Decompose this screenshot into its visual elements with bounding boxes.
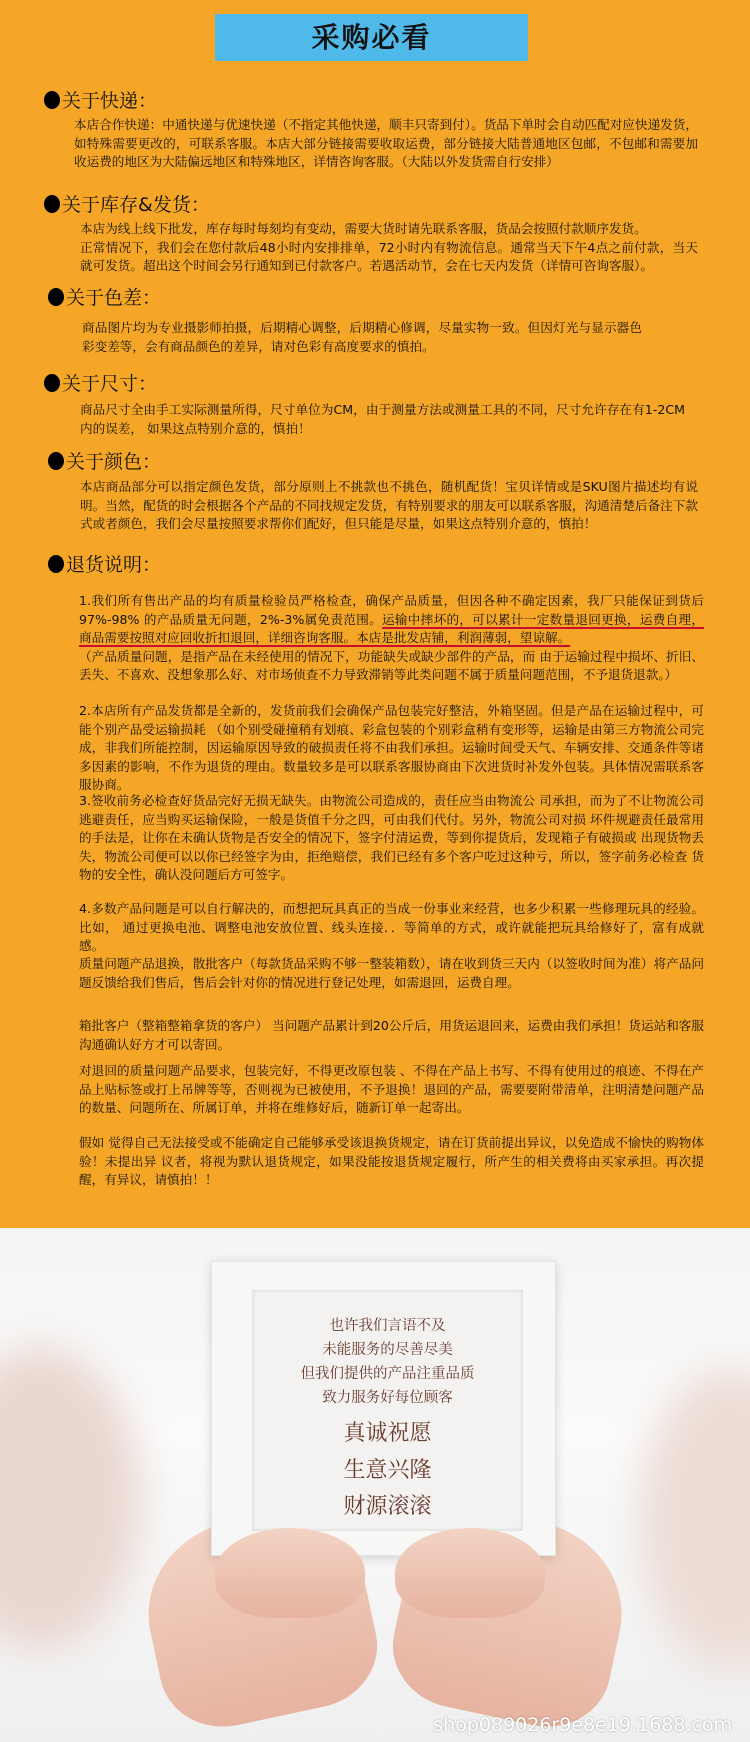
page-title: 采购必看 (215, 14, 528, 61)
color-diff-text: 商品图片均为专业摄影师拍摄，后期精心调整，后期精心修调，尽量实物一致。但因灯光与显示器色彩变差等，会有商品颜色的差异，请对色彩有高度要求的慎拍。 (82, 320, 642, 354)
bullet-icon (48, 555, 64, 573)
stock-line-1: 本店为线上线下批发，库存每时每刻均有变动，需要大货时请先联系客服，货品会按照付款顺序发货。 (80, 221, 647, 236)
bullet-icon (48, 288, 64, 306)
watermark: shop089026r9e8e19.1688.com (433, 1714, 732, 1736)
section-heading-color (48, 447, 161, 474)
returns-paragraph-8: 假如 觉得自己无法接受或不能确定自己能够承受该退换货规定，请在订货前提出异议，以免造成不愉快的购物体验！未提出异 议者，将视为默认退货规定，如果没能按退货规定履行，所产生的相关费将由买家承担。再次提醒，有异议，请慎拍！！ (79, 1135, 704, 1187)
wish-line: 财源滚滚 (343, 1494, 432, 1519)
heading-text: 关于色差： (66, 287, 162, 309)
returns-paragraph-3: 3.签收前务必检查好货品完好无损无缺失。由物流公司造成的，责任应当由物流公 司承担，而为了不让物流公司逃避责任，应当购买运输保险，一般是货值千分之四，可由我们代付。另外，物流公司对损 坏件规避责任最常用的手法是，让你在未确认货物是否安全的情况下，签字付清运费，等到你提货后，发现箱子有破损或 出现货物丢失，物流公司便可以以你已经签字为由，拒绝赔偿，我们已经有多个客户吃过这种亏，所以，签字前务必检查 货物的安全性，确认没问题后方可签字。 (79, 793, 704, 882)
bullet-icon (44, 91, 60, 109)
stock-text (80, 220, 698, 276)
picture-frame (211, 1261, 556, 1556)
bullet-icon (44, 195, 60, 213)
background-hand-blur (640, 1368, 750, 1668)
returns-paragraph-2: 2.本店所有产品发货都是全新的，发货前我们会确保产品包装完好整洁，外箱坚固。但是产品在运输过程中，可能个别产品受运输损耗 （如个别受碰撞稍有划痕、彩盒包装的个别彩盒稍有变形等，运输是由第三方物流公司完成，非我们所能控制，因运输原因导致的破损责任将不由我们承担。运输时间受天气、车辆安排、交通条件等诸多因素的影响，不作为退货的理由。数量较多是可以联系客服协商由下次进货时补发外包装。具体情况需联系客服协商。 (79, 703, 704, 792)
section-heading-stock (44, 190, 210, 217)
heading-text: 关于颜色： (66, 451, 162, 473)
card-line: 未能服务的尽善尽美 (322, 1342, 453, 1358)
returns-paragraph-1 (79, 592, 704, 685)
left-thumbs (215, 1528, 365, 1618)
returns-p1-underlined: 运输中摔坏的，可以累计一定数量退回更换，运费自理，商品需要按照对应回收折扣退回，详细咨询客服。本店是批发店铺，利润薄弱，望谅解。 (79, 611, 704, 645)
heading-text: 关于尺寸： (62, 373, 158, 395)
section-heading-returns (48, 550, 161, 577)
heading-text: 退货说明： (66, 554, 162, 576)
stock-line-2: 正常情况下，我们会在您付款后48小时内安排排单，72小时内有物流信息。通常当天下午4点之前付款，当天就可发货。超出这个时间会另行通知到已付款客户。若遇活动节，会在七天内发货（详情可咨询客服）。 (80, 239, 698, 273)
bullet-icon (44, 374, 60, 392)
returns-p1-text: 1.我们所有售出产品的均有质量检验员严格检查，确保产品质量，但因各种不确定因素，我厂只能保证到货后97%-98% 的产品质量无问题，2%-3%属免责范围。 (79, 593, 704, 627)
returns-paragraph-4: 4.多数产品问题是可以自行解决的，而想把玩具真正的当成一份事业来经营，也多少积累一些修理玩具的经验。比如， 通过更换电池、调整电池安放位置、线头连接．．等简单的方式，或许就能把玩具给修好了，富有成就感。 (79, 901, 704, 953)
wish-line: 生意兴隆 (343, 1457, 432, 1483)
color-text: 本店商品部分可以指定颜色发货，部分原则上不挑款也不挑色，随机配货！宝贝详情或是SKU图片描述均有说明。当然，配货的时会根据各个产品的不同找规定发货，有特别要求的朋友可以联系客服，沟通清楚后备注下款式或者颜色，我们会尽量按照要求帮你们配好，但只能是尽量，如果这点特别介意的，慎拍！ (80, 479, 698, 531)
card-line: 但我们提供的产品注重品质 (300, 1366, 475, 1382)
returns-paragraph-5: 质量问题产品退换，散批客户（每款货品采购不够一整装箱数），请在收到货三天内（以签收时间为准）将产品问题反馈给我们售后，售后会针对你的情况进行登记处理，如需退回，运费自理。 (79, 956, 704, 990)
section-heading-color-diff (48, 283, 161, 310)
card-line: 致力服务好每位顾客 (322, 1390, 453, 1406)
returns-p1-note: （产品质量问题，是指产品在未经使用的情况下，功能缺失或缺少部件的产品，而 由于运输过程中损坏、折旧、丢失、不喜欢、没想象那么好、对市场侦查不力导致滞销等此类问题不属于质量问题范围，不予退货退款。） (79, 648, 704, 682)
greeting-photo (0, 1228, 750, 1742)
wish-line: 真诚祝愿 (343, 1421, 432, 1446)
returns-paragraph-7: 对退回的质量问题产品要求，包装完好，不得更改原包装 、不得在产品上书写、不得有使用过的痕迹、不得在产品上贴标签或打上吊牌等等，否则视为已被使用，不予退换！退回的产品，需要要附带清单，注明清楚问题产品的数量、问题所在、所属订单，并将在维修好后，随新订单一起寄出。 (79, 1063, 704, 1115)
greeting-card (252, 1290, 523, 1531)
returns-paragraph-6: 箱批客户（整箱整箱拿货的客户） 当问题产品累计到20公斤后，用货运退回来，运费由我们承担！货运站和客服沟通确认好方才可以寄回。 (79, 1018, 704, 1052)
right-thumbs (395, 1528, 545, 1618)
card-line: 也许我们言语不及 (329, 1318, 446, 1334)
section-heading-size (44, 369, 157, 396)
background-hand-blur (0, 1348, 140, 1648)
section-heading-shipping (44, 86, 157, 113)
heading-text: 关于快递： (62, 90, 158, 112)
shipping-text: 本店合作快递：中通快递与优速快递（不指定其他快递，顺丰只寄到付）。货品下单时会自动匹配对应快递发货，如特殊需要更改的，可联系客服。本店大部分链接需要收取运费，部分链接大陆普通地区包邮，不包邮和需要加收运费的地区为大陆偏远地区和特殊地区，详情咨询客服。（大陆以外发货需自行安排） (74, 117, 698, 169)
bullet-icon (48, 452, 64, 470)
size-text: 商品尺寸全由手工实际测量所得，尺寸单位为CM，由于测量方法或测量工具的不同，尺寸允许存在有1-2CM内的误差， 如果这点特别介意的，慎拍！ (80, 402, 685, 436)
heading-text: 关于库存&发货： (62, 194, 210, 216)
